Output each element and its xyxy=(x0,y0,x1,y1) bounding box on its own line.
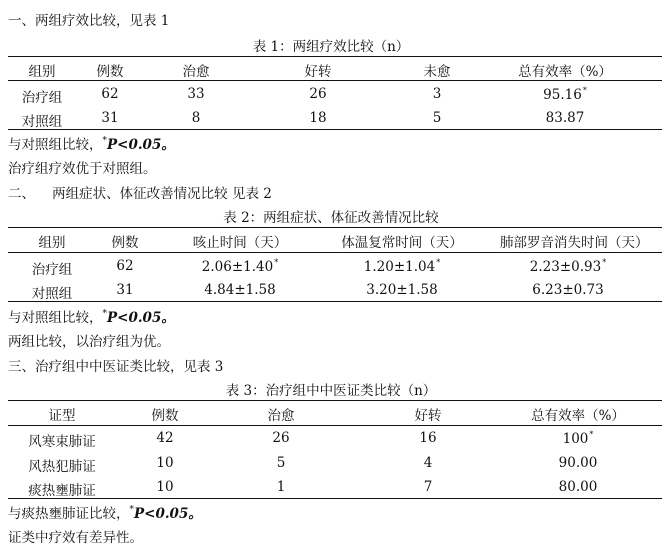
t3-r3-improved: 7 xyxy=(423,479,433,495)
t1-r2-cured: 8 xyxy=(191,110,201,126)
t2-col-rale: 肺部罗音消失时间（天） xyxy=(500,235,649,251)
t1-r1-count: 62 xyxy=(101,86,119,102)
t3-r3-type: 痰热壅肺证 xyxy=(28,483,96,499)
table-3-bottom-rule xyxy=(8,498,662,499)
t3-r3-count: 10 xyxy=(156,479,174,495)
note-prefix: 与对照组比较， xyxy=(8,310,103,326)
t2-col-cough: 咳止时间（天） xyxy=(192,235,288,251)
t3-r1-count: 42 xyxy=(156,430,174,446)
note-prefix: 与对照组比较， xyxy=(8,137,103,153)
t1-r2-group: 对照组 xyxy=(21,114,63,130)
t3-r2-efficacy: 90.00 xyxy=(558,455,598,471)
t2-r1-cough-value: 2.06±1.40 xyxy=(201,259,274,275)
t3-r1-type: 风寒束肺证 xyxy=(28,434,96,450)
significance-star: * xyxy=(589,430,594,439)
t1-r2-improved: 18 xyxy=(309,110,327,126)
table-1-top-rule xyxy=(8,56,662,57)
t3-col-type: 证型 xyxy=(48,408,76,424)
t3-r1-efficacy xyxy=(563,430,594,447)
table-2-bottom-rule xyxy=(8,301,662,302)
t1-r2-uncured: 5 xyxy=(432,110,442,126)
t3-r1-improved: 16 xyxy=(419,430,437,446)
t1-r1-improved: 26 xyxy=(309,86,327,102)
t1-col-efficacy: 总有效率（%） xyxy=(518,64,612,80)
t3-r2-improved: 4 xyxy=(423,455,433,471)
t2-r2-cough: 4.84±1.58 xyxy=(204,282,276,298)
t2-r2-group: 对照组 xyxy=(31,286,73,302)
t3-col-count: 例数 xyxy=(151,408,179,424)
t2-r2-rale: 6.23±0.73 xyxy=(532,282,604,298)
table-2-note xyxy=(8,306,175,326)
table-1-bottom-rule xyxy=(8,129,662,130)
table-3-note xyxy=(8,502,202,522)
table-3-top-rule xyxy=(8,400,662,401)
table-2-top-rule xyxy=(8,227,662,228)
t3-col-cured: 治愈 xyxy=(267,408,295,424)
table-2-caption: 表 2：两组症状、体征改善情况比较 xyxy=(223,210,439,226)
t2-col-temp: 体温复常时间（天） xyxy=(341,235,463,251)
p-value: P<0.05。 xyxy=(107,310,175,326)
t3-r3-efficacy: 80.00 xyxy=(558,479,598,495)
t1-col-group: 组别 xyxy=(28,64,56,80)
t3-r1-efficacy-value: 100 xyxy=(562,431,589,447)
table-1-mid-rule xyxy=(8,80,662,81)
table-3-mid-rule xyxy=(8,425,662,426)
significance-star: * xyxy=(274,258,279,267)
table-2-mid-rule xyxy=(8,252,662,253)
t2-r2-count: 31 xyxy=(116,282,134,298)
t1-r2-efficacy: 83.87 xyxy=(545,110,585,126)
t1-r1-cured: 33 xyxy=(187,86,205,102)
t1-col-count: 例数 xyxy=(96,64,124,80)
t2-r1-cough xyxy=(202,258,278,275)
t1-r1-efficacy-value: 95.16 xyxy=(543,87,582,103)
significance-star: * xyxy=(582,86,587,95)
t3-r1-cured: 26 xyxy=(272,430,290,446)
t2-col-count: 例数 xyxy=(111,235,139,251)
t2-r1-temp-value: 1.20±1.04 xyxy=(363,259,436,275)
t1-r1-efficacy xyxy=(543,86,587,103)
p-value: P<0.05。 xyxy=(134,506,202,522)
t2-col-group: 组别 xyxy=(38,235,66,251)
section-1-heading: 一、两组疗效比较，见表 1 xyxy=(8,13,170,29)
t1-r2-count: 31 xyxy=(101,110,119,126)
section-2-heading xyxy=(8,182,272,202)
t3-col-improved: 好转 xyxy=(414,408,442,424)
t2-r1-temp xyxy=(364,258,440,275)
t3-r2-type: 风热犯肺证 xyxy=(28,459,96,475)
t1-col-uncured: 未愈 xyxy=(423,64,451,80)
section-2-heading-text: 二、 两组症状、体征改善情况比较 见表 2 xyxy=(8,186,272,202)
p-value: P<0.05。 xyxy=(107,137,175,153)
t3-col-efficacy: 总有效率（%） xyxy=(531,408,625,424)
table-1-caption: 表 1：两组疗效比较（n） xyxy=(252,39,410,55)
significance-star: * xyxy=(129,505,134,515)
table-1-note xyxy=(8,133,175,153)
section-2-conclusion: 两组比较，以治疗组为优。 xyxy=(8,334,170,350)
t2-r1-rale-value: 2.23±0.93 xyxy=(529,259,602,275)
t3-r2-cured: 5 xyxy=(276,455,286,471)
significance-star: * xyxy=(102,309,107,319)
significance-star: * xyxy=(602,258,607,267)
significance-star: * xyxy=(102,136,107,146)
section-1-conclusion: 治疗组疗效优于对照组。 xyxy=(8,161,157,177)
t2-r1-rale xyxy=(530,258,606,275)
t1-r1-uncured: 3 xyxy=(432,86,442,102)
t1-col-improved: 好转 xyxy=(304,64,332,80)
section-3-heading: 三、治疗组中中医证类比较，见表 3 xyxy=(8,359,224,375)
t1-col-cured: 治愈 xyxy=(182,64,210,80)
t2-r1-group: 治疗组 xyxy=(31,262,73,278)
t2-r2-temp: 3.20±1.58 xyxy=(366,282,438,298)
t2-r1-count: 62 xyxy=(116,258,134,274)
t3-r3-cured: 1 xyxy=(276,479,286,495)
note-prefix: 与痰热壅肺证比较， xyxy=(8,506,130,522)
section-3-conclusion: 证类中疗效有差异性。 xyxy=(8,530,143,546)
t3-r2-count: 10 xyxy=(156,455,174,471)
t1-r1-group: 治疗组 xyxy=(21,90,63,106)
table-3-caption: 表 3：治疗组中中医证类比较（n） xyxy=(225,383,437,399)
significance-star: * xyxy=(436,258,441,267)
